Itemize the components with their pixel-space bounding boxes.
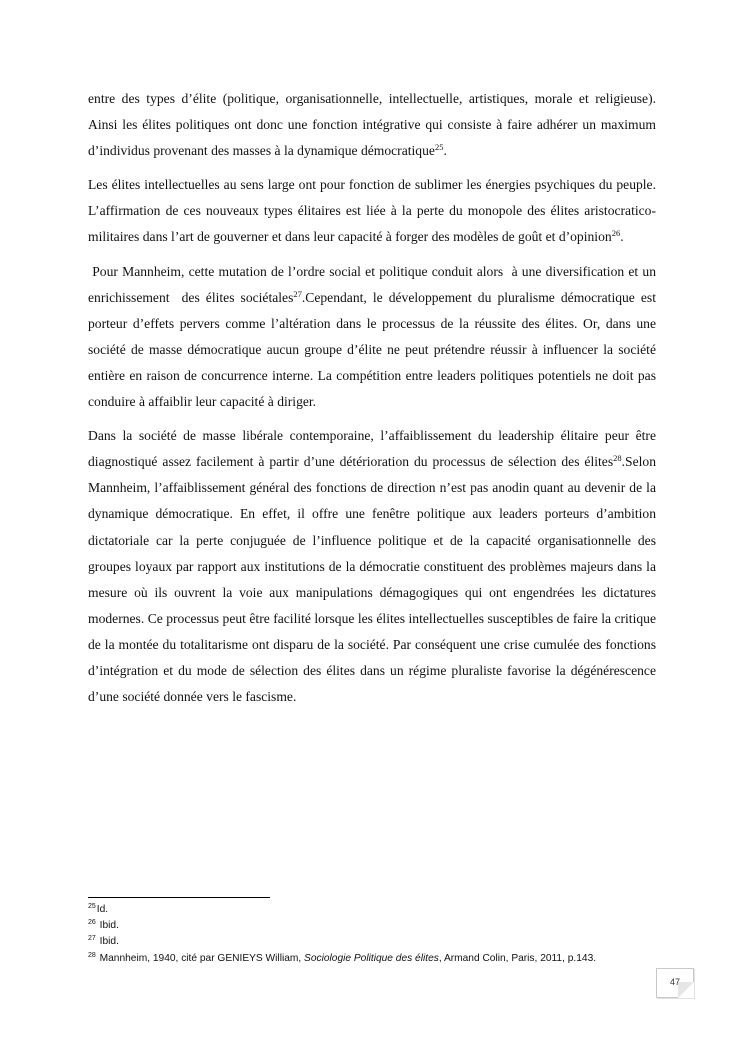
body-text xyxy=(88,86,660,718)
footnote-27 xyxy=(88,934,688,950)
footnote-text: Ibid. xyxy=(99,936,119,948)
paragraph-elite-types xyxy=(88,86,656,164)
paragraph-text: Pour Mannheim, cette mutation de l’ordre social et politique conduit alors à une diversification et un enrichissement des élites sociétales xyxy=(88,263,660,305)
paragraph-text: entre des types d’élite (politique, organisationnelle, intellectuelle, artistiques, morale et religieuse). Ainsi les élites politiques ont donc une fonction intégrative qui consiste à faire adhérer un maximum d’individus provenant des masses à la dynamique démocratique xyxy=(88,91,656,159)
footnote-number: 26 xyxy=(88,919,96,927)
footnote-26 xyxy=(88,918,688,934)
footnote-number: 28 xyxy=(88,951,96,959)
page-number: 47 xyxy=(669,977,680,987)
footnote-ref[interactable]: 26 xyxy=(611,228,621,239)
footnote-text: Ibid. xyxy=(99,920,119,932)
paragraph-intellectual-elites xyxy=(88,172,656,250)
footnote-28 xyxy=(88,951,688,967)
paragraph-mannheim-mutation xyxy=(88,259,660,416)
footnote-ref[interactable]: 27 xyxy=(293,288,302,299)
paragraph-text: .Selon Mannheim, l’affaiblissement général des fonctions de direction n’est pas anodin quant au devenir de la dynamique démocratique. En effet, il offre une fenêtre politique aux leaders porteurs d’ambition dictatoriale car la perte conjuguée de l’influence politique et de la capacité organisationnelle des groupes loyaux par rapport aux institutions de la démocratie constituent des problèmes majeurs dans la mesure où ils ouvrent la voie aux manipulations démagogiques qui ont engendrées les dictatures modernes. Ce processus peut être facilité lorsque les élites intellectuelles susceptibles de faire la critique de la montée du totalitarisme ont disparu de la société. Par conséquent une crise cumulée des fonctions d’intégration et du mode de sélection des élites dans un régime pluraliste favorise la dégénérescence d’une société donnée vers le fascisme. xyxy=(88,454,656,705)
page-corner-fold xyxy=(678,982,694,998)
footnote-text-tail: , Armand Colin, Paris, 2011, p.143. xyxy=(438,952,597,964)
footnote-number: 25 xyxy=(88,903,96,910)
footnote-text: Id. xyxy=(96,904,109,915)
footnote-25 xyxy=(88,902,688,918)
paragraph-text: Dans la société de masse libérale contemporaine, l’affaiblissement du leadership élitaire peur être diagnostiqué assez facilement à partir d’une détérioration du processus de sélection des élites xyxy=(88,428,656,470)
paragraph-text: . xyxy=(443,143,447,159)
paragraph-text: .Cependant, le développement du pluralisme démocratique est porteur d’effets pervers comme l’altération dans le processus de la réussite des élites. Or, dans une société de masse démocratique aucun groupe d’élite ne peut prétendre réussir à influencer la société entière en raison de concurrence interne. La compétition entre leaders politiques potentiels ne doit pas conduire à affaiblir leur capacité à diriger. xyxy=(88,289,656,410)
page-number-box xyxy=(656,968,694,998)
footnote-number: 27 xyxy=(88,935,96,943)
footnotes xyxy=(88,902,688,967)
footnote-separator xyxy=(88,897,270,898)
footnote-ref[interactable]: 28 xyxy=(613,453,622,464)
paragraph-liberal-mass-society xyxy=(88,423,656,710)
footnote-text: Mannheim, 1940, cité par GENIEYS William, xyxy=(99,952,305,964)
footnote-book-title: Sociologie Politique des élites xyxy=(304,952,439,964)
paragraph-text: . xyxy=(620,229,624,245)
footnote-ref[interactable]: 25 xyxy=(434,142,444,153)
paragraph-text: Les élites intellectuelles au sens large ont pour fonction de sublimer les énergies psychiques du peuple. L’affirmation de ces nouveaux types élitaires est liée à la perte du monopole des élites aristocratico-militaires dans l’art de gouverner et dans leur capacité à forger des modèles de goût et d’opinion xyxy=(88,177,656,245)
